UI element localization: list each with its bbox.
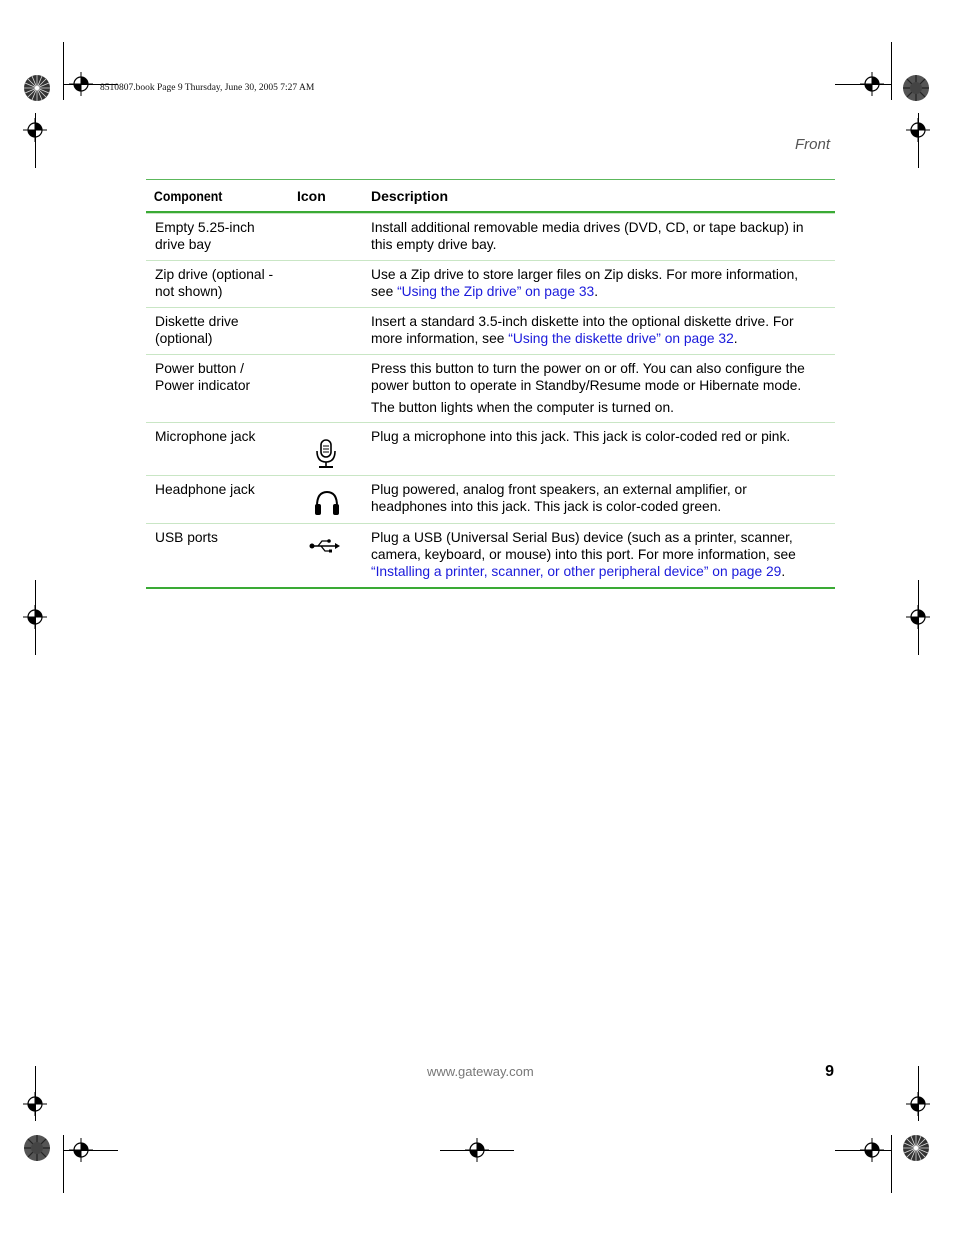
cross-reference-link[interactable]: “Using the diskette drive” on page 32 <box>508 331 734 346</box>
crop-line <box>891 1135 892 1193</box>
description-cell: Plug a microphone into this jack. This jack is color-coded red or pink. <box>371 429 791 444</box>
icon-cell <box>297 529 371 587</box>
running-head: Front <box>794 136 830 153</box>
registration-crosshair-icon <box>23 118 47 142</box>
description-cell: Plug a USB (Universal Serial Bus) device (such as a printer, scanner, camera, keyboard, or mouse) into this port. For more information, see “Installing a printer, scanner, or other peripheral device” on page 29. <box>371 530 796 579</box>
starburst-mark-icon <box>23 1134 51 1162</box>
header-component: Component <box>153 187 223 204</box>
header-icon: Icon <box>297 187 326 204</box>
description-cell: Plug powered, analog front speakers, an external amplifier, or headphones into this jack. This jack is color-coded green. <box>371 482 747 514</box>
component-cell: Diskette drive (optional) <box>155 314 239 346</box>
crop-line <box>63 1135 64 1193</box>
component-cell: USB ports <box>155 530 218 545</box>
description-cell: Insert a standard 3.5-inch diskette into the optional diskette drive. For more information, see “Using the diskette drive” on page 32. <box>371 314 794 346</box>
registration-crosshair-icon <box>69 1138 93 1162</box>
microphone-icon <box>314 438 338 470</box>
table-row <box>146 354 835 422</box>
icon-cell <box>297 360 371 422</box>
icon-cell <box>297 219 371 260</box>
icon-cell <box>297 428 371 475</box>
table-row <box>146 523 835 587</box>
registration-crosshair-icon <box>860 1138 884 1162</box>
table-row <box>146 307 835 354</box>
crop-line <box>63 42 64 100</box>
starburst-mark-icon <box>23 74 51 102</box>
book-stamp: 8510807.book Page 9 Thursday, June 30, 2005 7:27 AM <box>100 83 315 93</box>
table-row <box>146 422 835 475</box>
component-cell: Zip drive (optional - not shown) <box>155 267 274 299</box>
registration-crosshair-icon <box>906 605 930 629</box>
description-cell: Install additional removable media drives (DVD, CD, or tape backup) in this empty drive bay. <box>371 220 804 252</box>
registration-crosshair-icon <box>23 605 47 629</box>
usb-icon <box>309 537 341 555</box>
icon-cell <box>297 266 371 307</box>
registration-crosshair-icon <box>906 1092 930 1116</box>
table-row <box>146 213 835 260</box>
registration-crosshair-icon <box>69 72 93 96</box>
table-row <box>146 475 835 523</box>
table-row <box>146 260 835 307</box>
component-table <box>146 179 835 589</box>
component-cell: Headphone jack <box>155 482 255 497</box>
cross-reference-link[interactable]: “Using the Zip drive” on page 33 <box>397 284 595 299</box>
page-number: 9 <box>825 1063 834 1080</box>
crop-line <box>891 42 892 100</box>
description-cell: Press this button to turn the power on or off. You can also configure the power button to operate in Standby/Resume mode or Hibernate mode. The button lights when the computer is turned on. <box>371 361 805 415</box>
icon-cell <box>297 481 371 523</box>
component-cell: Microphone jack <box>155 429 256 444</box>
registration-crosshair-icon <box>465 1138 489 1162</box>
component-cell: Power button / Power indicator <box>155 361 251 393</box>
cross-reference-link[interactable]: “Installing a printer, scanner, or other peripheral device” on page 29 <box>371 564 782 579</box>
description-cell: Use a Zip drive to store larger files on Zip disks. For more information, see “Using the Zip drive” on page 33. <box>371 267 799 299</box>
header-description: Description <box>371 187 449 204</box>
headphone-icon <box>313 489 341 517</box>
table-header <box>146 180 835 213</box>
component-cell: Empty 5.25-inch drive bay <box>155 220 255 252</box>
footer-url[interactable]: www.gateway.com <box>427 1064 534 1079</box>
registration-crosshair-icon <box>906 118 930 142</box>
registration-crosshair-icon <box>23 1092 47 1116</box>
starburst-mark-icon <box>902 74 930 102</box>
icon-cell <box>297 313 371 354</box>
starburst-mark-icon <box>902 1134 930 1162</box>
registration-crosshair-icon <box>860 72 884 96</box>
